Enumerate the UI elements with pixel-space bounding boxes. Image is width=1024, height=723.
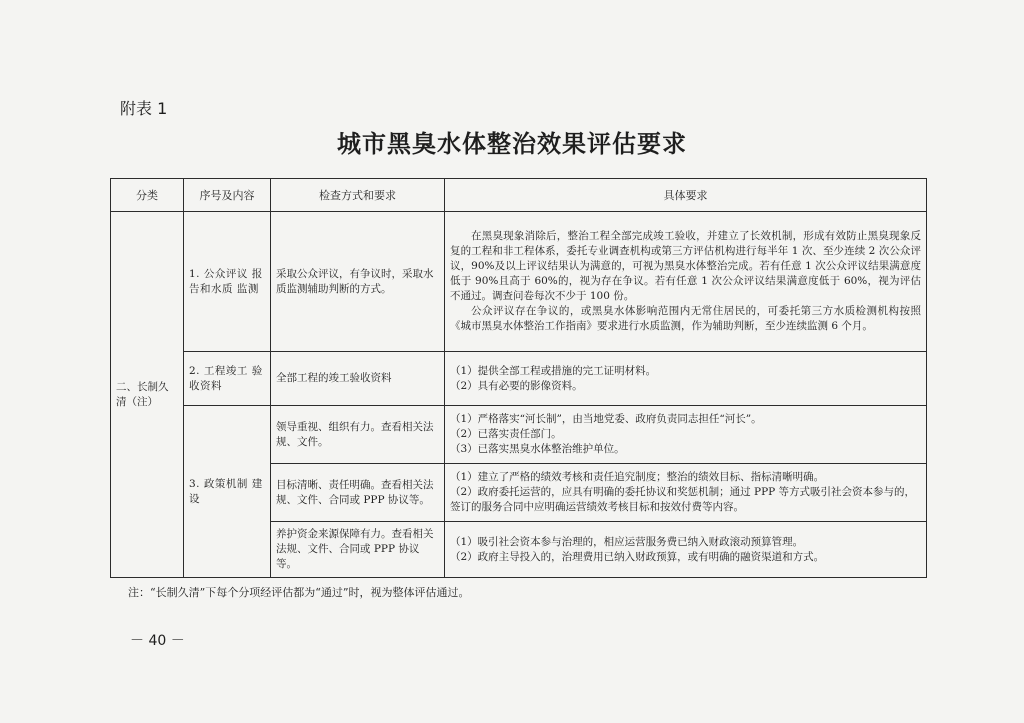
method-cell: 目标清晰、责任明确。查看相关法规、文件、合同或 PPP 协议等。: [271, 464, 445, 522]
detail-line: （2）政府委托运营的，应具有明确的委托协议和奖惩机制；通过 PPP 等方式吸引社会资本参与的，签订的服务合同中应明确运营绩效考核目标和按效付费等内容。: [450, 486, 916, 513]
method-cell: 采取公众评议，有争议时，采取水质监测辅助判断的方式。: [271, 212, 445, 352]
detail-paragraph: 在黑臭现象消除后，整治工程全部完成竣工验收，并建立了长效机制，形成有效防止黑臭现象反复的工程和非工程体系，委托专业调查机构或第三方评估机构进行每半年 1 次、至少连续 2 次公众评议，90%及以上评议结果认为满意的，可视为黑臭水体整治完成。若有任意 1 次公众评议结果满意度低于 90%且高于 60%的，视为存在争议。若有任意 1 次公众评议结果满意度低于 60%，视为评估不通过。调查问卷每次不少于 100 份。: [450, 230, 921, 302]
attachment-label: 附表 1: [120, 99, 168, 118]
detail-line: （1）提供全部工程或措施的完工证明材料。: [450, 364, 657, 377]
detail-cell: [445, 352, 927, 406]
detail-line: （2）政府主导投入的，治理费用已纳入财政预算，或有明确的融资渠道和方式。: [450, 550, 825, 563]
table-row: [111, 406, 927, 464]
method-cell: 全部工程的竣工验收资料: [271, 352, 445, 406]
detail-cell: [445, 406, 927, 464]
header-detail: 具体要求: [445, 179, 927, 212]
method-cell: 领导重视、组织有力。查看相关法规、文件。: [271, 406, 445, 464]
table-row: [111, 352, 927, 406]
table-note: 注：“长制久清”下每个分项经评估都为“通过”时，视为整体评估通过。: [128, 586, 470, 599]
detail-cell: [445, 212, 927, 352]
table-header-row: [111, 179, 927, 212]
header-category: 分类: [111, 179, 184, 212]
item-cell: 2. 工程竣工 验收资料: [184, 352, 271, 406]
method-cell: 养护资金来源保障有力。查看相关法规、文件、合同或 PPP 协议等。: [271, 522, 445, 578]
detail-line: （3）已落实黑臭水体整治维护单位。: [450, 443, 625, 455]
table-row: [111, 212, 927, 352]
header-method: 检查方式和要求: [271, 179, 445, 212]
detail-line: （1）建立了严格的绩效考核和责任追究制度；整治的绩效目标、指标清晰明确。: [450, 471, 825, 483]
header-item: 序号及内容: [184, 179, 271, 212]
document-title: 城市黑臭水体整治效果评估要求: [337, 129, 687, 158]
requirements-table: [110, 178, 927, 578]
detail-line: （1）严格落实“河长制”，由当地党委、政府负责同志担任“河长”。: [450, 413, 762, 425]
item-cell: 3. 政策机制 建设: [184, 406, 271, 578]
item-cell: 1. 公众评议 报告和水质 监测: [184, 212, 271, 352]
detail-paragraph: 公众评议存在争议的，或黑臭水体影响范围内无常住居民的，可委托第三方水质检测机构按照《城市黑臭水体整治工作指南》要求进行水质监测，作为辅助判断，至少连续监测 6 个月。: [450, 305, 921, 332]
page-number: － 40 －: [130, 633, 185, 649]
category-cell: 二、长制久清（注）: [111, 212, 184, 578]
detail-cell: [445, 464, 927, 522]
detail-cell: [445, 522, 927, 578]
detail-line: （1）吸引社会资本参与治理的，相应运营服务费已纳入财政滚动预算管理。: [450, 535, 804, 548]
detail-line: （2）具有必要的影像资料。: [450, 379, 583, 392]
detail-line: （2）已落实责任部门。: [450, 428, 562, 440]
